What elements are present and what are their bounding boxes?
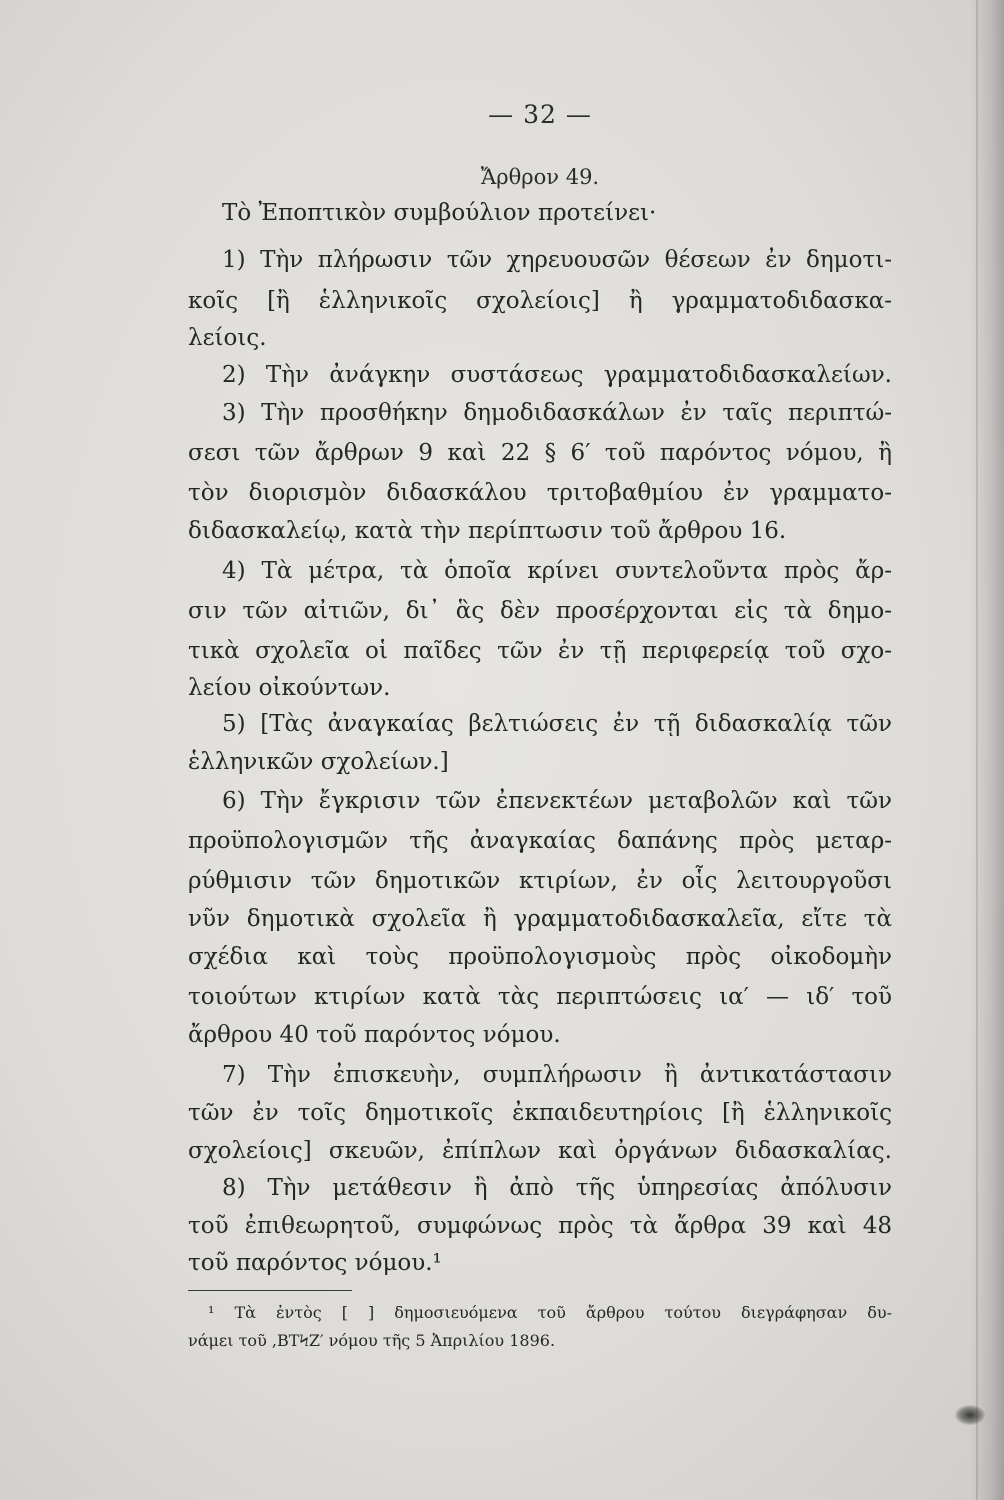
body-line: 7) Τὴν ἐπισκευὴν, συμπλήρωσιν ἢ ἀντικατάστασιν	[222, 1062, 892, 1088]
body-line: Τὸ Ἐποπτικὸν συμβούλιον προτείνει·	[222, 200, 657, 226]
page-number: — 32 —	[488, 100, 592, 129]
body-line: τικὰ σχολεῖα οἱ παῖδες τῶν ἐν τῇ περιφερείᾳ τοῦ σχο-	[188, 638, 892, 664]
body-line: 6) Τὴν ἔγκρισιν τῶν ἐπενεκτέων μεταβολῶν καὶ τῶν	[222, 788, 892, 814]
footnote-line: ¹ Τὰ ἐντὸς [ ] δημοσιευόμενα τοῦ ἄρθρου τούτου διεγράφησαν δυ-	[208, 1303, 892, 1322]
body-line: 8) Τὴν μετάθεσιν ἢ ἀπὸ τῆς ὑπηρεσίας ἀπόλυσιν	[222, 1175, 892, 1201]
body-line: προϋπολογισμῶν τῆς ἀναγκαίας δαπάνης πρὸς μεταρ-	[188, 828, 892, 854]
body-line: ρύθμισιν τῶν δημοτικῶν κτιρίων, ἐν οἷς λειτουργοῦσι	[188, 868, 892, 894]
body-line: σχολείοις] σκευῶν, ἐπίπλων καὶ ὀργάνων διδασκαλίας.	[188, 1138, 892, 1164]
body-line: λείου οἰκούντων.	[188, 675, 391, 701]
body-line: τὸν διορισμὸν διδασκάλου τριτοβαθμίου ἐν γραμματο-	[188, 480, 892, 506]
body-line: 2) Τὴν ἀνάγκην συστάσεως γραμματοδιδασκαλείων.	[222, 362, 892, 388]
body-line: 3) Τὴν προσθήκην δημοδιδασκάλων ἐν ταῖς περιπτώ-	[222, 400, 892, 426]
ink-blot	[955, 1405, 985, 1425]
body-line: 5) [Τὰς ἀναγκαίας βελτιώσεις ἐν τῇ διδασκαλίᾳ τῶν	[222, 711, 892, 737]
body-line: νῦν δημοτικὰ σχολεῖα ἢ γραμματοδιδασκαλεῖα, εἴτε τὰ	[188, 906, 892, 932]
footnote-line: νάμει τοῦ ,ΒΤϞΖ′ νόμου τῆς 5 Ἀπριλίου 1896.	[188, 1331, 556, 1350]
body-line: τοῦ παρόντος νόμου.¹	[188, 1250, 442, 1276]
body-line: 1) Τὴν πλήρωσιν τῶν χηρευουσῶν θέσεων ἐν δημοτι-	[222, 247, 892, 273]
body-line: 4) Τὰ μέτρα, τὰ ὁποῖα κρίνει συντελοῦντα πρὸς ἄρ-	[222, 558, 892, 584]
body-line: τοιούτων κτιρίων κατὰ τὰς περιπτώσεις ια′ — ιδ′ τοῦ	[188, 984, 892, 1010]
body-line: ἄρθρου 40 τοῦ παρόντος νόμου.	[188, 1022, 561, 1048]
body-line: σιν τῶν αἰτιῶν, δι᾽ ἃς δὲν προσέρχονται εἰς τὰ δημο-	[188, 598, 892, 624]
footnote-separator	[188, 1290, 352, 1291]
body-line: κοῖς [ἢ ἑλληνικοῖς σχολείοις] ἢ γραμματοδιδασκα-	[188, 288, 892, 314]
body-line: ἑλληνικῶν σχολείων.]	[188, 749, 449, 775]
body-line: σχέδια καὶ τοὺς προϋπολογισμοὺς πρὸς οἰκοδομὴν	[188, 944, 892, 970]
body-line: τῶν ἐν τοῖς δημοτικοῖς ἐκπαιδευτηρίοις [ἢ ἑλληνικοῖς	[188, 1100, 892, 1126]
body-line: τοῦ ἐπιθεωρητοῦ, συμφώνως πρὸς τὰ ἄρθρα 39 καὶ 48	[188, 1213, 892, 1239]
body-line: λείοις.	[188, 325, 267, 351]
page-edge-line	[976, 0, 978, 1500]
body-line: διδασκαλείῳ, κατὰ τὴν περίπτωσιν τοῦ ἄρθρου 16.	[188, 518, 787, 544]
body-line: σεσι τῶν ἄρθρων 9 καὶ 22 § 6′ τοῦ παρόντος νόμου, ἢ	[188, 440, 892, 466]
article-title: Ἄρθρον 49.	[480, 165, 600, 189]
